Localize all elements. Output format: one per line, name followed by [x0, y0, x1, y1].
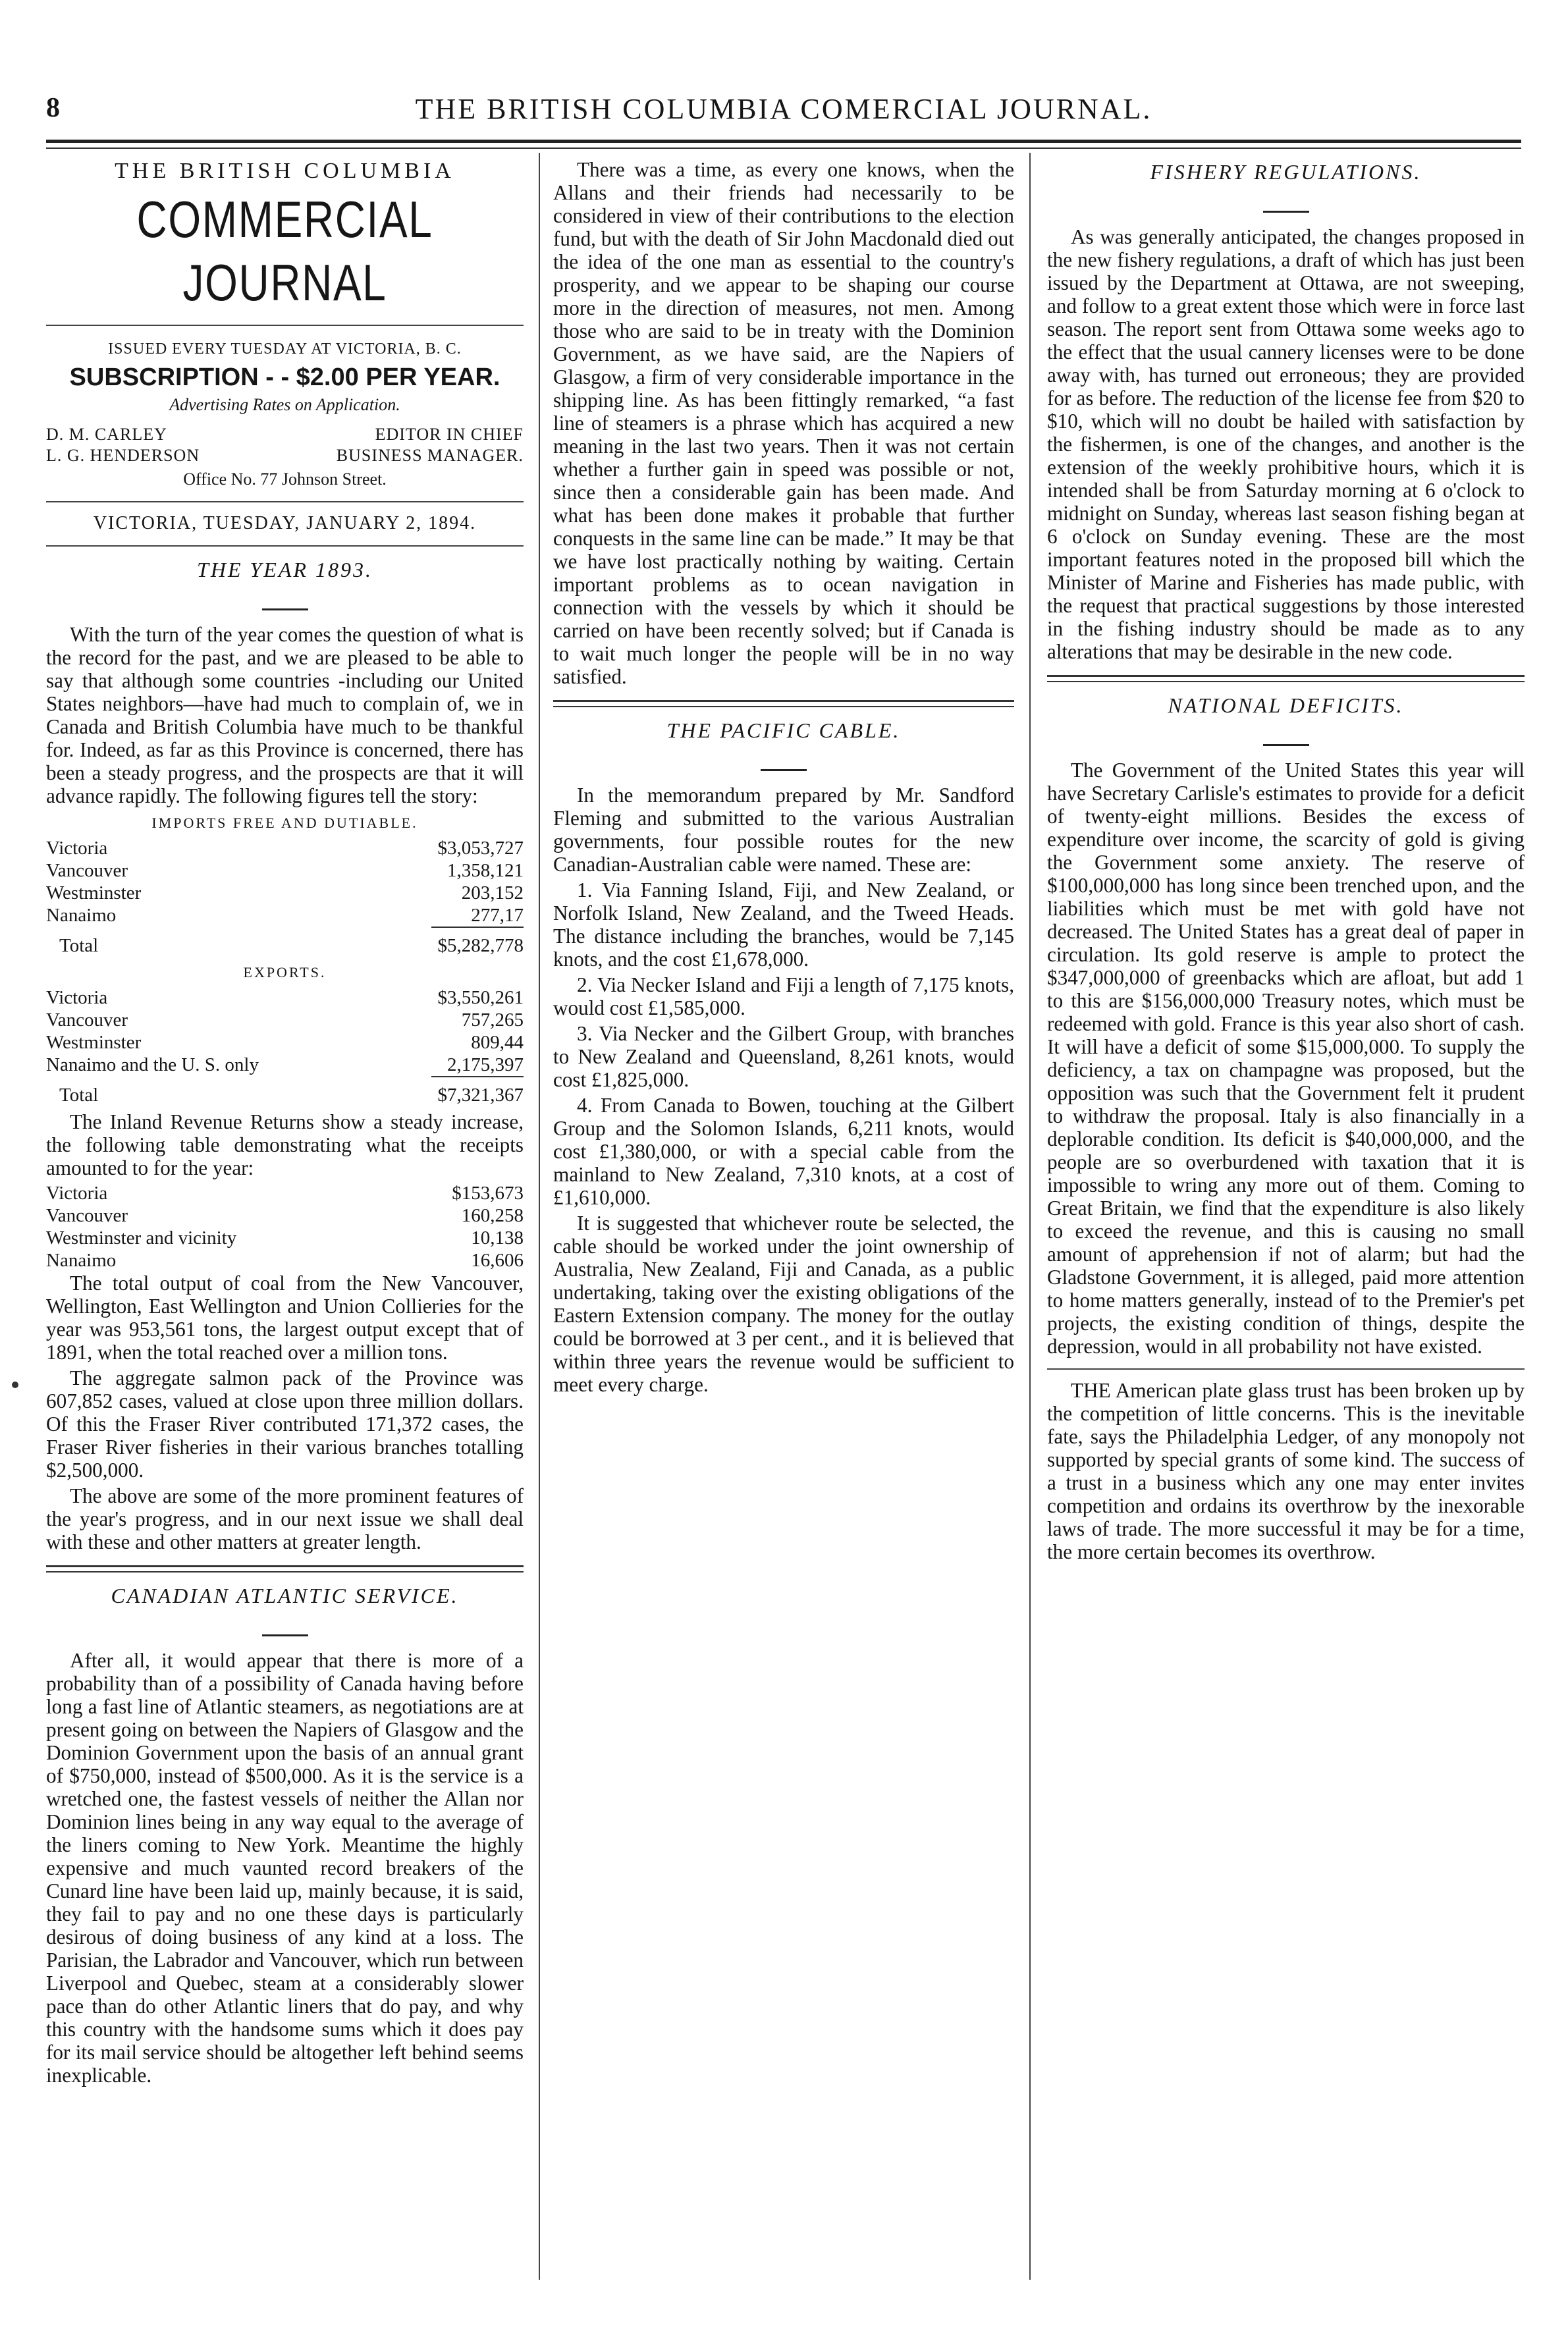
masthead-title: COMMERCIAL JOURNAL	[136, 190, 433, 311]
table-row: Westminster 809,44	[46, 1032, 524, 1053]
dateline: VICTORIA, TUESDAY, JANUARY 2, 1894.	[93, 513, 477, 533]
article-paragraph: THE American plate glass trust has been broken up by the competition of little concerns. This is the inevitable fate, says the Philadelphia Ledger, of any monopoly not supported by special grants of some kind. The success of a trust in a business which any one may enter invites competition and ordains its overthrow by the inexorable laws of trade. The more successful it may be for a time, the more certain becomes its overthrow.	[1047, 1379, 1525, 1563]
section-title-cable: THE PACIFIC CABLE.	[666, 718, 901, 742]
table-row: Nanaimo and the U. S. only 2,175,397	[46, 1054, 524, 1075]
running-title: THE BRITISH COLUMBIA COMERCIAL JOURNAL.	[415, 93, 1152, 125]
column-divider	[539, 153, 540, 2280]
section-divider	[553, 700, 1014, 707]
list-item: 2. Via Necker Island and Fiji a length of 7,175 knots, would cost £1,585,000.	[553, 973, 1014, 1019]
article-paragraph: As was generally anticipated, the changes proposed in the new fishery regulations, a draft of which has just been issued by the Department at Ottawa, are not sweeping, and follow to a great extent those which were in force last season. The report sent from Ottawa some weeks ago to the effect that the usual cannery licenses were to be done away with, has turned out erroneous; they are provided for as before. The reduction of the license fee from $20 to $10, which will no doubt be hailed with satisfaction by the fishermen, is one of the changes, and another is the extension of the weekly prohibitive hours, which it is intended shall be from Saturday morning at 6 o'clock to midnight on Sunday, whereas last season fishing began at 6 o'clock on Sunday evening. These are the most important features noted in the proposed bill which the Minister of Marine and Fisheries has made public, with the request that practical suggestions by those interested in the fishing industry should be made as to any alterations that may be desirable in the new code.	[1047, 225, 1525, 663]
staff-manager	[46, 445, 524, 466]
route-list	[553, 878, 1014, 1209]
divider	[1047, 1368, 1525, 1370]
section-divider	[1047, 675, 1525, 682]
staff-name: D. M. CARLEY	[46, 425, 167, 444]
divider	[46, 501, 524, 502]
margin-mark	[12, 1382, 18, 1388]
running-head	[46, 92, 1521, 132]
table-total: Total $7,321,367	[59, 1085, 524, 1106]
table-row: Westminster 203,152	[46, 882, 524, 903]
table-row: Victoria $3,053,727	[46, 838, 524, 859]
header-rule	[46, 140, 1521, 143]
office-address: Office No. 77 Johnson Street.	[183, 470, 387, 489]
column-divider	[1029, 153, 1031, 2280]
article-paragraph: In the memorandum prepared by Mr. Sandford Fleming and submitted to the various Australian governments, four possible routes for the new Canadian-Australian cable were named. These are:	[553, 784, 1014, 876]
section-divider	[46, 1565, 524, 1573]
section-title-fishery: FISHERY REGULATIONS.	[1150, 160, 1422, 184]
list-item: 1. Via Fanning Island, Fiji, and New Zealand, or Norfolk Island, New Zealand, and the Tweed Heads. The distance including the branches, would be 7,145 knots, and the cost £1,678,000.	[553, 878, 1014, 971]
advertising-line: Advertising Rates on Application.	[169, 395, 400, 414]
sum-rule	[431, 1076, 524, 1077]
exports-table-title: EXPORTS.	[243, 964, 327, 981]
table-row: Victoria $153,673	[46, 1183, 524, 1204]
column-3	[1047, 158, 1525, 1566]
article-paragraph: The Government of the United States this year will have Secretary Carlisle's estimates to provide for a deficit of twenty-eight millions. Besides the excess of expenditure over income, the scarcity of gold is giving the Government some anxiety. The reserve of $100,000,000 has long since been trenched upon, and the liabilities which must be met with gold have not decreased. The United States has a great deal of paper in circulation. Its gold reserve is ample to protect the $347,000,000 of greenbacks which are afloat, but add 1 to this are $156,000,000 Treasury notes, which must be redeemed with gold. France is this year also short of cash. It will have a deficit of some $15,000,000. To supply the deficiency, a tax on champagne was proposed, but the opposition was such that the Government felt it prudent to withdraw the proposal. Italy is also financially in a deplorable condition. Its deficit is $40,000,000, and the people are so overburdened with taxation that it is impossible to wring any more out of them. Coming to Great Britain, we find that the expenditure is also likely to exceed the revenue, and this is causing no small amount of apprehension if not of alarm; but had the Gladstone Government, it is alleged, paid more attention to home matters generally, instead of to the Premier's pet projects, the existing condition of things, despite the depression, would in all probability not have existed.	[1047, 759, 1525, 1358]
list-item: 3. Via Necker and the Gilbert Group, with branches to New Zealand and Queensland, 8,261 knots, would cost £1,825,000.	[553, 1022, 1014, 1091]
article-paragraph: With the turn of the year comes the question of what is the record for the past, and we are pleased to be able to say that although some countries -including our United States neighbors—have had much to complain of, we in Canada and British Columbia have much to be thankful for. Indeed, as far as this Province is concerned, there has been a steady progress, and the prospects are that it will advance rapidly. The following figures tell the story:	[46, 623, 524, 807]
staff-role: EDITOR IN CHIEF	[375, 425, 524, 444]
table-row: Vancouver 757,265	[46, 1009, 524, 1031]
column-1	[46, 158, 524, 2089]
header-rule-thin	[46, 148, 1521, 149]
page-number: 8	[46, 93, 60, 123]
table-row: Nanaimo 16,606	[46, 1250, 524, 1271]
article-paragraph: The aggregate salmon pack of the Province was 607,852 cases, valued at close upon three million dollars. Of this the Fraser River contributed 171,372 cases, the Fraser River fisheries in their various branches totalling $2,500,000.	[46, 1366, 524, 1482]
section-title-year: THE YEAR 1893.	[197, 558, 373, 581]
staff-editor	[46, 424, 524, 445]
sum-rule	[431, 927, 524, 928]
section-title-deficits: NATIONAL DEFICITS.	[1168, 693, 1404, 717]
title-dash	[553, 753, 1014, 776]
staff-role: BUSINESS MANAGER.	[336, 446, 524, 465]
article-paragraph: The total output of coal from the New Vancouver, Wellington, East Wellington and Union Collieries for the year was 953,561 tons, the largest output except that of 1891, when the total reached over a million tons.	[46, 1272, 524, 1364]
title-dash	[46, 1618, 524, 1641]
article-paragraph: The above are some of the more prominent features of the year's progress, and in our next issue we shall deal with these and other matters at greater length.	[46, 1484, 524, 1553]
article-paragraph: There was a time, as every one knows, when the Allans and their friends had necessarily to be considered in view of their contributions to the election fund, but with the death of Sir John Macdonald died out the idea of the one man as essential to the country's prosperity, and we appear to be shaping our course more in the direction of measures, not men. Among those who are said to be in treaty with the Dominion Government, as we have said, are the Napiers of Glasgow, a firm of very considerable importance in the shipping line. As has been fittingly remarked, “a fast line of steamers is a phrase which has acquired a new meaning in the last two years. Then it was not certain whether a further gain in speed was possible or not, since then a considerable gain has been made. And what has been done makes it probable that further conquests in the same line can be made.” It may be that we have lost practically nothing by waiting. Certain important problems as to ocean navigation in connection with the vessels by which it should be carried on have been recently solved; but if Canada is to wait much longer the people will be in no way satisfied.	[553, 158, 1014, 688]
table-row: Nanaimo 277,17	[46, 905, 524, 926]
table-total: Total $5,282,778	[59, 935, 524, 956]
article-paragraph: After all, it would appear that there is more of a probability than of a possibility of Canada having before long a fast line of Atlantic steamers, as negotiations are at present going on between the Napiers of Glasgow and the Dominion Government upon the basis of an annual grant of $750,000, instead of $500,000. As it is the service is a wretched one, the fastest vessels of neither the Allan nor Dominion lines being in any way equal to the average of the liners coming to New York. Meantime the highly expensive and much vaunted record breakers of the Cunard line have been laid up, mainly because, it is said, they fail to pay and no one these days is particularly desirous of doing business of any kind at a loss. The Parisian, the Labrador and Vancouver, which run between Liverpool and Quebec, steam at a considerably slower pace than do other Atlantic liners that do pay, and why this country with the handsome sums which it does pay for its mail service should be altogether left behind seems inexplicable.	[46, 1649, 524, 2087]
subscription-line: SUBSCRIPTION - - $2.00 PER YEAR.	[69, 363, 500, 391]
table-row: Westminster and vicinity 10,138	[46, 1227, 524, 1249]
staff-name: L. G. HENDERSON	[46, 446, 200, 465]
table-row: Vancouver 160,258	[46, 1205, 524, 1226]
column-2	[553, 158, 1014, 1399]
title-dash	[1047, 194, 1525, 217]
section-title-atlantic: CANADIAN ATLANTIC SERVICE.	[111, 1584, 459, 1607]
masthead-line1: THE BRITISH COLUMBIA	[115, 159, 455, 183]
article-paragraph: It is suggested that whichever route be selected, the cable should be worked under the joint ownership of Australia, New Zealand, Fiji and Canada, as a public undertaking, taking over the existing obligations of the Eastern Extension company. The money for the outlay could be borrowed at 3 per cent., and it is believed that within three years the revenue would be sufficient to meet every charge.	[553, 1212, 1014, 1396]
issued-line: ISSUED EVERY TUESDAY AT VICTORIA, B. C.	[108, 340, 462, 358]
article-paragraph: The Inland Revenue Returns show a steady increase, the following table demonstrating what the receipts amounted to for the year:	[46, 1110, 524, 1179]
table-row: Victoria $3,550,261	[46, 987, 524, 1008]
imports-table-title: IMPORTS FREE AND DUTIABLE.	[151, 815, 418, 831]
title-dash	[1047, 728, 1525, 751]
list-item: 4. From Canada to Bowen, touching at the Gilbert Group and the Solomon Islands, 6,211 knots, would cost £1,380,000, or with a special cable from the mainland to New Zealand, 7,310 knots, at a cost of £1,610,000.	[553, 1094, 1014, 1209]
title-dash	[46, 592, 524, 615]
divider	[46, 545, 524, 547]
divider	[46, 325, 524, 326]
table-row: Vancouver 1,358,121	[46, 860, 524, 881]
